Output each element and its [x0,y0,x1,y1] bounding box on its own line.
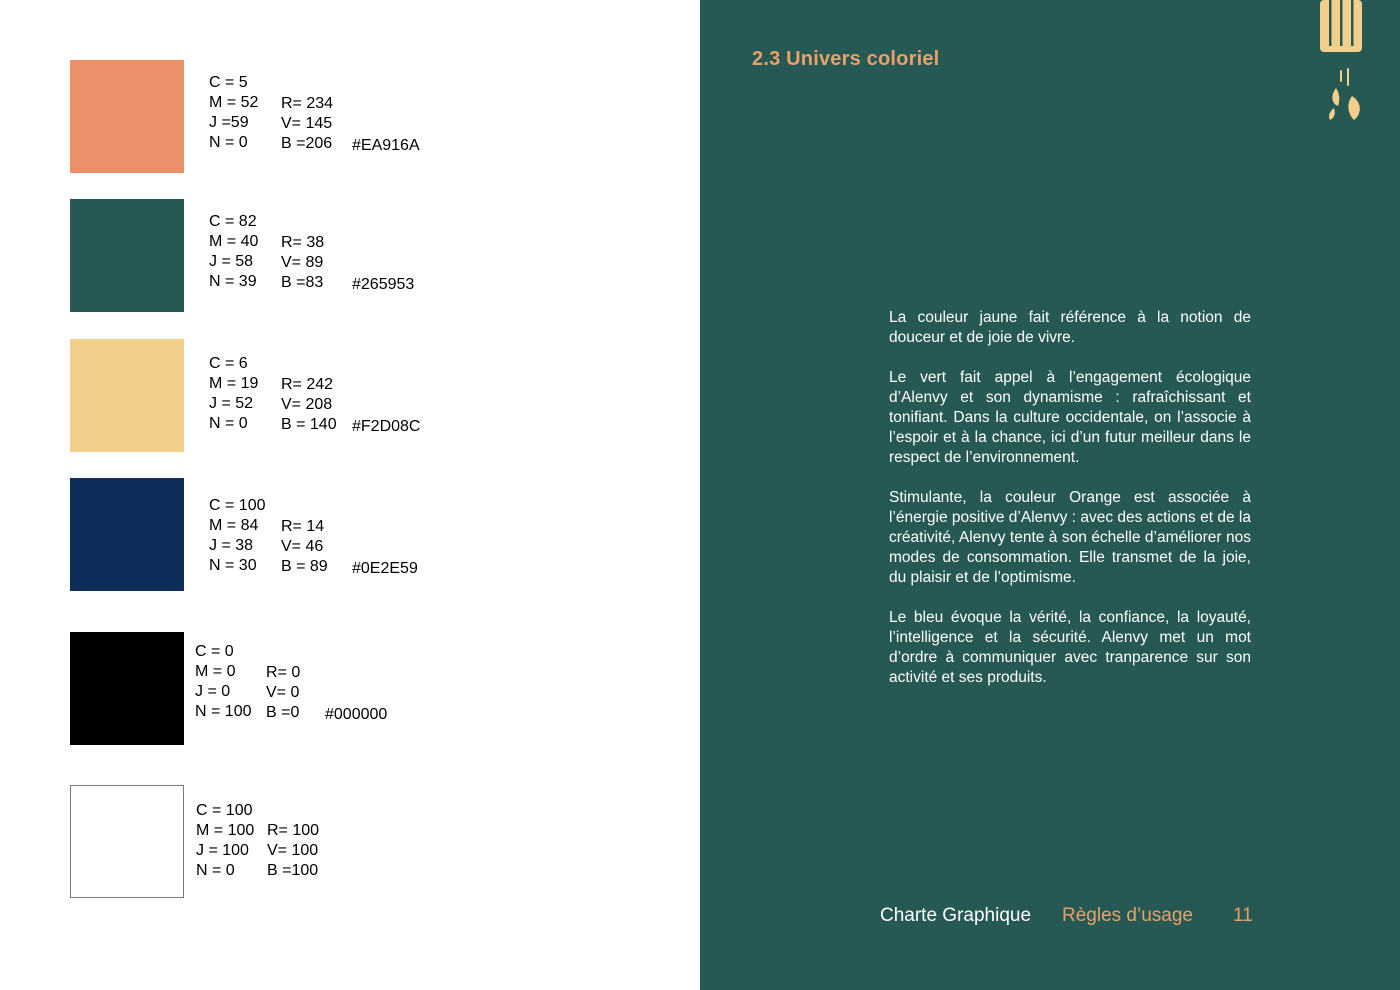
rgb-v: V= 100 [267,842,319,859]
paragraph-green: Le vert fait appel à l’engagement écologique d’Alenvy et son dynamisme : rafraîchissant et tonifiant. Dans la culture occidentale, on l’associe à l’espoir et à la chance, ici d’un futur meilleur dans le respect de l’environnement. [889,369,1251,466]
footer-title: Charte Graphique [880,905,1032,926]
cmyk-c: C = 100 [209,497,266,514]
cmyk-n: N = 0 [209,134,248,151]
cmyk-n: N = 39 [209,273,257,290]
rgb-b: B =100 [267,862,319,879]
swatch-orange [70,60,184,173]
rgb-v: V= 0 [266,684,300,701]
right-page [700,0,1400,990]
cmyk-n: N = 30 [209,557,257,574]
rgb-b: B =206 [281,135,333,152]
cmyk-j: J = 0 [195,683,231,700]
cmyk-c: C = 5 [209,74,248,91]
cmyk-m: M = 19 [209,375,259,392]
cmyk-c: C = 100 [196,802,253,819]
cmyk-j: J = 58 [209,253,254,270]
footer-section: Règles d’usage [1062,905,1193,926]
body-text [889,308,1251,708]
rgb-b: B = 140 [281,416,337,433]
cmyk-m: M = 52 [209,94,259,111]
hex-code: #F2D08C [352,418,421,435]
rgb-r: R= 14 [281,518,325,535]
cmyk-j: J =59 [209,114,249,131]
hex-code: #000000 [325,706,388,723]
cmyk-c: C = 6 [209,355,248,372]
rgb-r: R= 38 [281,234,325,251]
cmyk-c: C = 0 [195,643,234,660]
swatch-blue [70,478,184,591]
page-number: 11 [1233,905,1253,926]
cmyk-m: M = 40 [209,233,259,250]
hex-code: #265953 [352,276,415,293]
cmyk-j: J = 100 [196,842,249,859]
cmyk-n: N = 100 [195,703,252,720]
swatch-green [70,199,184,312]
cmyk-j: J = 38 [209,537,254,554]
falling-leaf-icon [1326,66,1362,122]
rgb-r: R= 242 [281,376,334,393]
swatch-white [70,785,184,898]
paragraph-orange: Stimulante, la couleur Orange est associée à l’énergie positive d’Alenvy : avec des actions et de la créativité, Alenvy tente à son échelle d’améliorer nos modes de consommation. Elle transmet de la joie, du plaisir et de l’optimisme. [889,489,1251,586]
rgb-v: V= 89 [281,254,324,271]
section-title: 2.3 Univers coloriel [752,48,940,70]
hex-code: #EA916A [352,137,420,154]
alenvy-bars-logo-icon [1320,0,1362,52]
hex-code: #0E2E59 [352,560,418,577]
rgb-r: R= 100 [267,822,320,839]
cmyk-n: N = 0 [209,415,248,432]
paragraph-yellow: La couleur jaune fait référence à la notion de douceur et de joie de vivre. [889,309,1251,346]
rgb-r: R= 234 [281,95,334,112]
swatch-yellow [70,339,184,452]
cmyk-m: M = 100 [196,822,255,839]
cmyk-m: M = 84 [209,517,259,534]
rgb-b: B = 89 [281,558,328,575]
rgb-v: V= 145 [281,115,333,132]
cmyk-n: N = 0 [196,862,235,879]
rgb-v: V= 46 [281,538,324,555]
swatch-black [70,632,184,745]
rgb-v: V= 208 [281,396,333,413]
cmyk-j: J = 52 [209,395,254,412]
cmyk-m: M = 0 [195,663,236,680]
paragraph-blue: Le bleu évoque la vérité, la confiance, la loyauté, l’intelligence et la sécurité. Alenvy met un mot d’ordre à communiquer avec tranparence sur son activité et ses produits. [889,609,1251,686]
rgb-b: B =0 [266,704,300,721]
cmyk-c: C = 82 [209,213,257,230]
rgb-b: B =83 [281,274,324,291]
rgb-r: R= 0 [266,664,301,681]
